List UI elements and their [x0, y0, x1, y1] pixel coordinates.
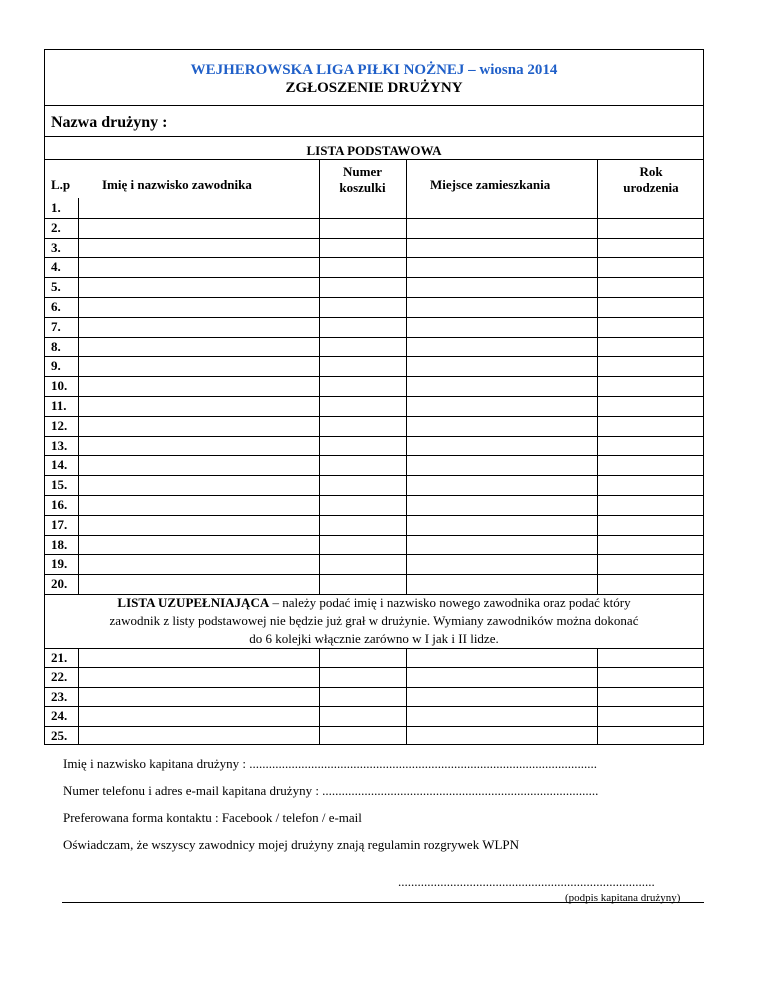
signature-caption: (podpis kapitana drużyny)	[565, 892, 681, 904]
captain-name-field[interactable]: Imię i nazwisko kapitana drużyny : ...........................................................................................................	[63, 756, 598, 771]
league-title: WEJHEROWSKA LIGA PIŁKI NOŻNEJ – wiosna 2014	[190, 62, 558, 78]
row-number: 24.	[51, 708, 68, 724]
divider	[44, 648, 704, 649]
row-number: 4.	[51, 259, 61, 275]
row-divider	[44, 337, 704, 338]
column-divider	[78, 648, 79, 745]
row-number: 19.	[51, 556, 68, 572]
row-divider	[44, 667, 704, 668]
column-header-birth-year	[598, 164, 704, 196]
row-number: 13.	[51, 437, 68, 453]
row-divider	[44, 297, 704, 298]
row-number: 15.	[51, 477, 68, 493]
contact-preference: Preferowana forma kontaktu : Facebook / telefon / e-mail	[63, 810, 362, 825]
divider	[44, 105, 704, 106]
column-header-residence: Miejsce zamieszkania	[430, 177, 551, 192]
supplementary-list-note	[44, 594, 704, 648]
row-divider	[44, 706, 704, 707]
column-divider	[597, 648, 598, 745]
row-number: 6.	[51, 299, 61, 314]
row-number: 3.	[51, 239, 61, 255]
row-number: 18.	[51, 536, 68, 552]
divider	[44, 136, 704, 137]
main-list-heading: LISTA PODSTAWOWA	[306, 143, 442, 158]
row-number: 17.	[51, 516, 68, 532]
row-divider	[44, 515, 704, 516]
row-number: 8.	[51, 338, 61, 354]
column-header-number	[320, 164, 405, 196]
row-number: 9.	[51, 358, 61, 374]
declaration-text: Oświadczam, że wszyscy zawodnicy mojej drużyny znają regulamin rozgrywek WLPN	[63, 837, 520, 852]
row-divider	[44, 436, 704, 437]
form-title: ZGŁOSZENIE DRUŻYNY	[285, 80, 463, 96]
row-divider	[44, 535, 704, 536]
row-divider	[44, 218, 704, 219]
row-divider	[44, 376, 704, 377]
row-number: 10.	[51, 378, 68, 394]
row-number: 12.	[51, 417, 68, 433]
row-divider	[44, 475, 704, 476]
row-divider	[44, 396, 704, 397]
row-number: 20.	[51, 576, 68, 592]
row-number: 22.	[51, 669, 68, 685]
row-divider	[44, 317, 704, 318]
captain-contact-field[interactable]: Numer telefonu i adres e-mail kapitana drużyny : .....................................................................................	[63, 783, 599, 798]
column-header-year-line2: urodzenia	[623, 180, 679, 195]
supplementary-note-text: – należy podać imię i nazwisko nowego zawodnika oraz podać który	[269, 595, 631, 610]
column-header-year-line1: Rok	[639, 164, 663, 179]
column-header-name: Imię i nazwisko zawodnika	[102, 177, 252, 192]
supplementary-note-line3: do 6 kolejki włącznie zarówno w I jak i II lidze.	[249, 631, 499, 646]
row-number: 25.	[51, 727, 68, 743]
row-divider	[44, 495, 704, 496]
row-divider	[44, 416, 704, 417]
row-divider	[44, 574, 704, 575]
row-divider	[44, 726, 704, 727]
team-name-label: Nazwa drużyny :	[51, 114, 168, 131]
row-number: 11.	[51, 398, 67, 413]
supplementary-note-line2: zawodnik z listy podstawowej nie będzie już grał w drużynie. Wymiany zawodników można dokonać	[109, 613, 639, 628]
row-number: 14.	[51, 457, 68, 473]
row-number: 5.	[51, 279, 61, 295]
row-number: 7.	[51, 318, 61, 334]
row-divider	[44, 257, 704, 258]
supplementary-list-heading: LISTA UZUPEŁNIAJĄCA	[117, 595, 270, 610]
row-number: 16.	[51, 497, 68, 512]
column-divider	[319, 648, 320, 745]
column-header-lp: L.p	[51, 177, 71, 192]
row-divider	[44, 455, 704, 456]
column-header-number-line1: Numer	[343, 164, 382, 179]
column-header-number-line2: koszulki	[339, 180, 386, 195]
supplementary-note-line1	[44, 594, 704, 612]
row-divider	[44, 687, 704, 688]
row-divider	[44, 238, 704, 239]
column-divider	[406, 648, 407, 745]
row-divider	[44, 356, 704, 357]
row-divider	[44, 554, 704, 555]
signature-line[interactable]: ...............................................................................	[398, 874, 655, 889]
row-number: 1.	[51, 200, 61, 215]
row-number: 23.	[51, 688, 68, 704]
divider	[44, 159, 704, 160]
row-number: 2.	[51, 219, 61, 235]
row-number: 21.	[51, 650, 68, 665]
row-divider	[44, 277, 704, 278]
